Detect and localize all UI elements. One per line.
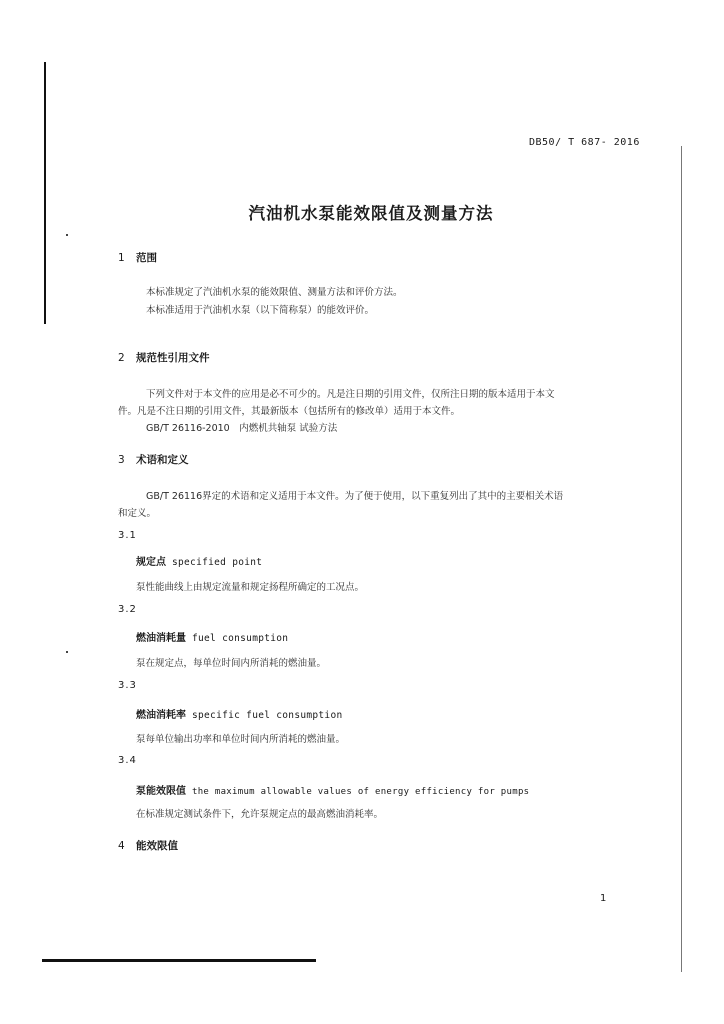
term-definition: 泵性能曲线上由规定流量和规定扬程所确定的工况点。	[136, 582, 365, 593]
section-number: 3	[118, 454, 125, 466]
term-number: 3.4	[118, 755, 137, 766]
term-english-name: fuel consumption	[192, 633, 289, 644]
term-definition: 泵在规定点，每单位时间内所消耗的燃油量。	[136, 658, 327, 669]
section-number: 1	[118, 252, 125, 264]
term-chinese-name: 规定点	[136, 557, 166, 568]
section-3-heading	[118, 452, 189, 467]
section-2-paragraph-line-1: 下列文件对于本文件的应用是必不可少的。凡是注日期的引用文件，仅所注日期的版本适用于本文	[146, 389, 555, 400]
document-title: 汽油机水泵能效限值及测量方法	[248, 204, 494, 223]
section-title: 术语和定义	[136, 454, 189, 466]
term-3-3	[136, 706, 343, 721]
normative-reference: GB/T 26116-2010 内燃机共轴泵 试验方法	[146, 423, 338, 434]
scan-right-edge-line	[681, 146, 682, 972]
term-number: 3.3	[118, 680, 137, 691]
term-english-name: specific fuel consumption	[192, 710, 343, 721]
section-number: 4	[118, 840, 125, 852]
section-3-paragraph-line-1: GB/T 26116界定的术语和定义适用于本文件。为了便于使用，以下重复列出了其中的主要相关术语	[146, 491, 564, 502]
term-3-4	[136, 782, 529, 797]
section-title: 范围	[136, 252, 157, 264]
term-number: 3.1	[118, 530, 137, 541]
scan-bottom-line	[42, 959, 316, 962]
term-definition: 在标准规定测试条件下，允许泵规定点的最高燃油消耗率。	[136, 809, 384, 820]
section-number: 2	[118, 352, 125, 364]
section-1-paragraph-2: 本标准适用于汽油机水泵（以下简称泵）的能效评价。	[146, 305, 375, 316]
section-1-paragraph-1: 本标准规定了汽油机水泵的能效限值、测量方法和评价方法。	[146, 287, 403, 298]
term-3-1	[136, 553, 262, 568]
standard-code: DB50/ T 687- 2016	[529, 137, 640, 148]
section-title: 能效限值	[136, 840, 178, 852]
section-2-heading	[118, 350, 210, 365]
scan-left-edge-line	[44, 62, 46, 324]
section-title: 规范性引用文件	[136, 352, 210, 364]
scan-speck	[66, 234, 68, 236]
term-number: 3.2	[118, 604, 137, 615]
term-definition: 泵每单位输出功率和单位时间内所消耗的燃油量。	[136, 734, 346, 745]
section-1-heading	[118, 250, 157, 265]
term-3-2	[136, 629, 288, 644]
term-chinese-name: 泵能效限值	[136, 786, 186, 797]
page-number: 1	[600, 893, 607, 904]
term-chinese-name: 燃油消耗量	[136, 633, 186, 644]
term-chinese-name: 燃油消耗率	[136, 710, 186, 721]
section-2-paragraph-line-2: 件。凡是不注日期的引用文件，其最新版本（包括所有的修改单）适用于本文件。	[118, 406, 461, 417]
section-4-heading	[118, 838, 178, 853]
scan-speck	[66, 651, 68, 653]
term-english-name: specified point	[172, 557, 263, 568]
section-3-paragraph-line-2: 和定义。	[118, 508, 157, 519]
term-english-name: the maximum allowable values of energy efficiency for pumps	[192, 787, 530, 797]
